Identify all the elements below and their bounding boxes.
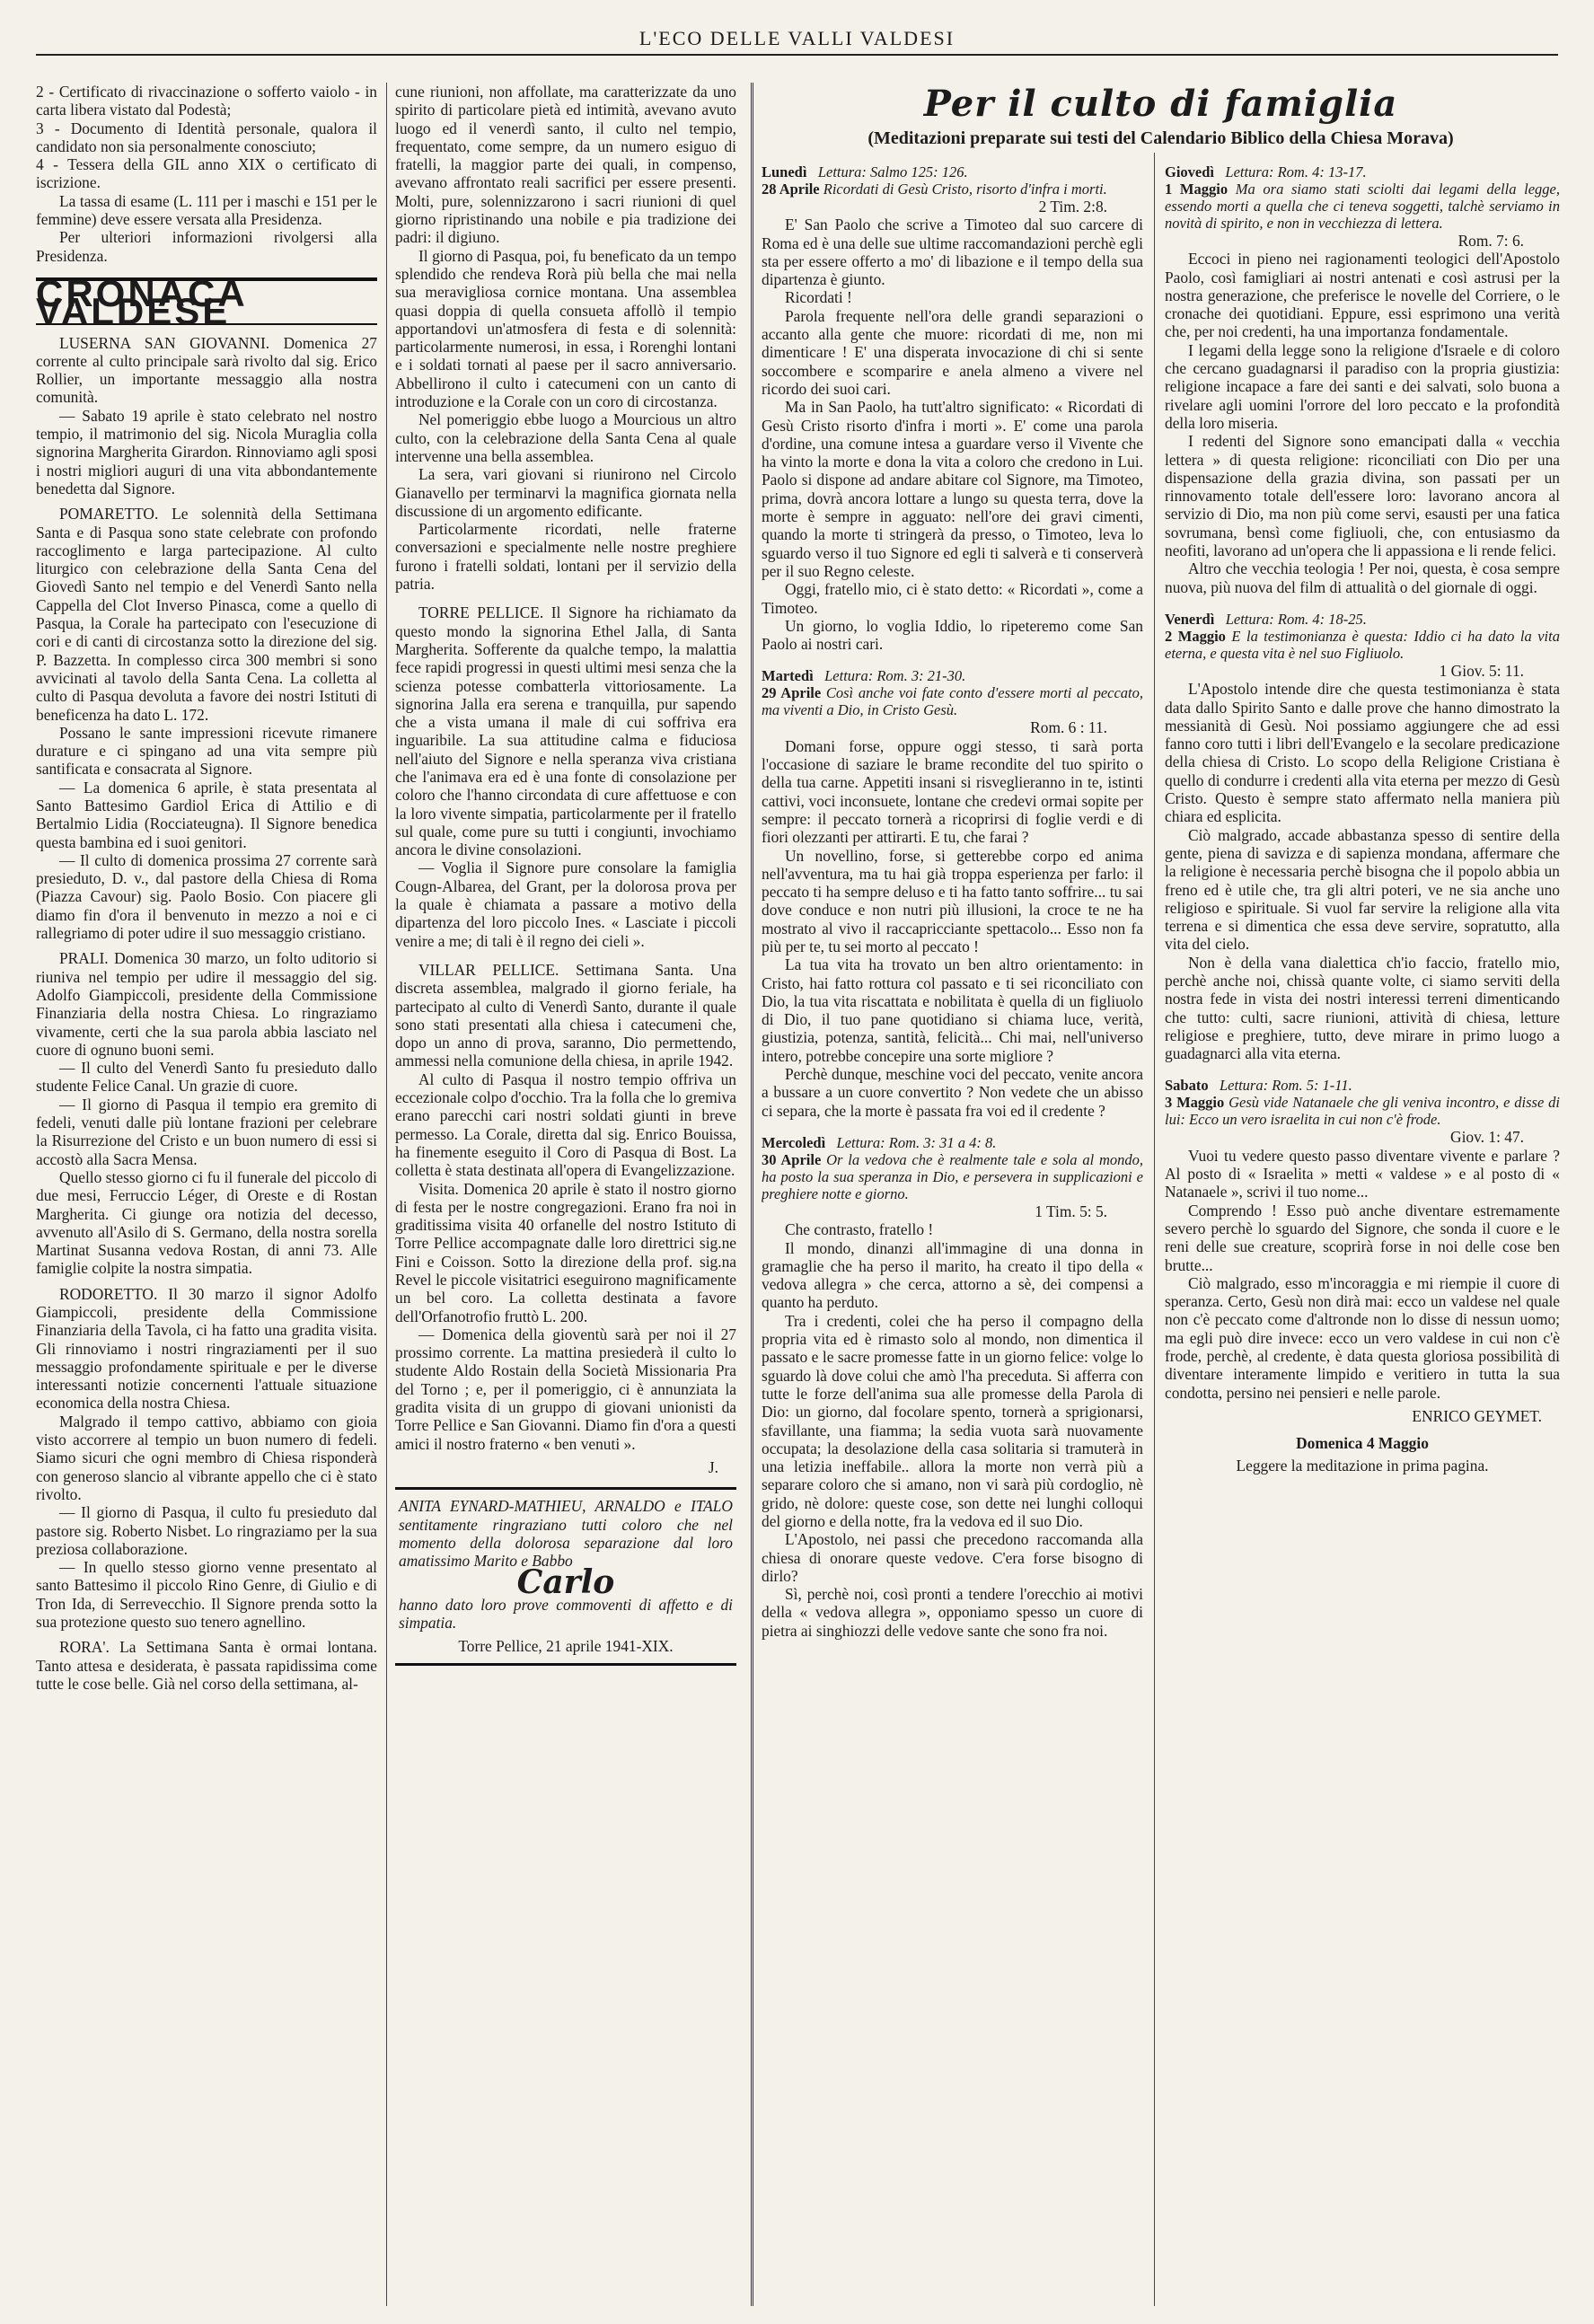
paragraph: Altro che vecchia teologia ! Per noi, questa, è cosa sempre nuova, più nuova del film di attualità o del giornale di oggi. — [1165, 559, 1560, 596]
paragraph: — Il giorno di Pasqua il tempio era gremito di fedeli, venuti dalle più lontane frazioni per celebrare la Risurrezione del Cristo e un buon numero di essi si accostò alla Sacra Mensa. — [36, 1095, 377, 1168]
paragraph: 4 - Tessera della GIL anno XIX o certificato di iscrizione. — [36, 155, 377, 192]
paragraph: LUSERNA SAN GIOVANNI. Domenica 27 corrente al culto principale sarà rivolto dal sig. Erico Rollier, un importante messaggio alla nostra comunità. — [36, 333, 377, 407]
reading: Lettura: Rom. 5: 1-11. — [1219, 1077, 1352, 1095]
reading: Lettura: Rom. 3: 31 a 4: 8. — [836, 1133, 997, 1151]
verse: Ricordati di Gesù Cristo, risorto d'infra i morti. — [823, 180, 1107, 198]
column-rule — [386, 83, 387, 2306]
paragraph: L'Apostolo, nei passi che precedono raccomanda alla chiesa di onorare queste vedove. C'era forse bisogno di dirlo? — [762, 1530, 1143, 1585]
paragraph: TORRE PELLICE. Il Signore ha richiamato da questo mondo la signorina Ethel Jalla, di Santa Margherita. Sofferente da qualche tempo, la malattia fece rapidi progressi in questi ultimi mesi senza che la scienza potesse combatterla vittoriosamente. La signorina Jalla era serena e tranquilla, pur sapendo che a vista umana il male di cui soffriva era inguaribile. La sua attitudine calma e fiduciosa nell'aiuto del Signore e nella speranza viva cristiana che l'animava era ed è una fonte di consolazione per coloro che l'hanno circondata di cure affettuose e con la loro vivente simpatia, particolarmente per il fratello sul quale, come pure su tutti i congiunti, invochiamo ancora le divine consolazioni. — [395, 603, 736, 859]
day-name: Giovedì — [1165, 163, 1215, 180]
meditation-day — [762, 163, 1143, 216]
paragraph: Quello stesso giorno ci fu il funerale del piccolo di due mesi, Ferruccio Léger, di Oreste e di Rostan Margherita. Ci giunge ora notizia del decesso, avvenuto all'Asilo di S. Germano, della nostra sorella Martinat Susanna vedova Rostan, di anni 73. Alle famiglie colpite la nostra simpatia. — [36, 1167, 377, 1278]
day-name: Venerdì — [1165, 610, 1215, 628]
culto-title: Per il culto di famiglia — [923, 83, 1398, 125]
meditation-day — [762, 1134, 1143, 1220]
sunday-heading: Domenica 4 Maggio — [1296, 1434, 1429, 1453]
header-rule — [36, 54, 1558, 56]
day-date: 3 Maggio — [1165, 1094, 1225, 1112]
meditation-day — [1165, 163, 1560, 250]
reading: Lettura: Salmo 125: 126. — [817, 163, 968, 180]
day-date: 28 Aprile — [762, 180, 820, 198]
verse-ref: Giov. 1: 47. — [1450, 1128, 1524, 1147]
paragraph: VILLAR PELLICE. Settimana Santa. Una discreta assemblea, malgrado il giorno feriale, ha partecipato al culto di Venerdì Santo, durante il quale sono stati presentati alla chiesa i catecumeni che, dopo un anno di prova, saranno, Dio permettendo, ammessi nella comunione della chiesa, in aprile 1942. — [395, 960, 736, 1070]
day-name: Martedì — [762, 667, 814, 685]
column-4 — [1165, 154, 1560, 2306]
paragraph: Ricordati ! — [785, 288, 852, 307]
paragraph: 2 - Certificato di rivaccinazione o sofferto vaiolo - in carta libera vistato dal Podestà; — [36, 83, 377, 119]
paragraph: Malgrado il tempo cattivo, abbiamo con gioia visto accorrere al tempio un buon numero di fedeli. Siamo sicuri che ogni membro di Chiesa risponderà con generoso slancio al vibrante appello che ci è stato rivolto. — [36, 1412, 377, 1503]
culto-heading — [762, 83, 1560, 149]
paragraph: Ciò malgrado, accade abbastanza spesso di sentire della gente, piena di savizza e di sapienza mondana, affermare che la religione è necessaria perchè bisogna che il popolo abbia un freno ed è utile che, tra gli altri poteri, ve ne sia anche uno religioso e spirituale. Si vuol far servire la religione alla vita terrena e si dimentica che essa deve servire, sopratutto, alla vita del cielo. — [1165, 825, 1560, 954]
paragraph: Comprendo ! Esso può anche diventare estremamente severo perchè lo sguardo del Signore, che sonda il cuore e le reni delle sue creature, scoprirà forse in noi delle cose ben brutte... — [1165, 1201, 1560, 1274]
paragraph: La tassa di esame (L. 111 per i maschi e 151 per le femmine) deve essere versata alla Presidenza. — [36, 191, 377, 229]
day-name: Sabato — [1165, 1077, 1209, 1095]
paragraph: Un giorno, lo voglia Iddio, lo ripeteremo come San Paolo ai nostri cari. — [762, 616, 1143, 654]
meditation-day — [1165, 611, 1560, 680]
paragraph: I redenti del Signore sono emancipati dalla « vecchia lettera » di questa religione: riconciliati con Dio per una dispensazione della grazia divina, son passati per un rinnovamento totale dell'essere loro: lavorano ancora al servizio di Dio, ma non più come servi, esausti per una fatica sovrumana, bensì come figliuoli, che, con entusiasmo da neofiti, lavorano ad un'opera che li appassiona e li rende felici. — [1165, 432, 1560, 560]
paragraph: PRALI. Domenica 30 marzo, un folto uditorio si riuniva nel tempio per udire il messaggio del sig. Adolfo Giampiccoli, presidente della Commissione Finanziaria della nostra Chiesa. Lo ringraziamo vivamente, certi che la sua parola abbia lasciato nel cuore di ognuno buoni semi. — [36, 949, 377, 1059]
day-date: 29 Aprile — [762, 684, 822, 702]
day-date: 2 Maggio — [1165, 627, 1226, 645]
column-3 — [762, 154, 1143, 2306]
paragraph: — Sabato 19 aprile è stato celebrato nel nostro tempio, il matrimonio del sig. Nicola Muraglia colla signorina Margherita Girardon. Rinnoviamo agli sposi i nostri migliori auguri di una vita abbondantemente benedetta dal Signore. — [36, 406, 377, 497]
day-date: 1 Maggio — [1165, 180, 1229, 198]
paragraph: — La domenica 6 aprile, è stata presentata al Santo Battesimo Gardiol Erica di Attilio e di Bertalmio Lidia (Rocciateugna). Il Signore benedica questa bambina ed i suoi genitori. — [36, 778, 377, 851]
paragraph: POMARETTO. Le solennità della Settimana Santa e di Pasqua sono state celebrate con profondo raccoglimento e larga partecipazione. Al culto liturgico con celebrazione della Santa Cena del Giovedì Santo nel tempio e del Venerdì Santo nella Cappella del Clot Inverso Pinasca, come a quello di Pasqua, la Corale ha partecipato con l'esecuzione di cori e di canti di circostanza sotto la direzione del sig. P. Bazzetta. In complesso circa 300 membri si sono avvicinati al tavolo della Santa Cena. La colletta al culto di Pasqua devoluta a favore dei nostri Istituti di beneficenza ha dato L. 172. — [36, 505, 377, 724]
verse-ref: 2 Tim. 2:8. — [1038, 198, 1107, 216]
paragraph: Perchè dunque, meschine voci del peccato, venite ancora a bussare a un cuore convertito ? Non vedete che un abisso ci separa, che la morte è passata fra voi ed il credente ? — [762, 1065, 1143, 1120]
paragraph: Sì, perchè noi, così pronti a tendere l'orecchio ai motivi della « vedova allegra », opponiamo spesso un cuore di pietra ai singhiozzi delle vedove sante che sono fra noi. — [762, 1585, 1143, 1640]
verse-ref: Rom. 7: 6. — [1457, 232, 1524, 250]
notice-text: ANITA EYNARD-MATHIEU, ARNALDO e ITALO sentitamente ringraziano tutti coloro che nel momento della dolorosa separazione dal loro amatissimo Marito e Babbo — [399, 1497, 733, 1571]
verse: E la testimonianza è questa: Iddio ci ha dato la vita eterna, e questa vita è nel suo Figliuolo. — [1165, 627, 1560, 662]
notice-name: Carlo — [516, 1563, 615, 1602]
paragraph: — Il giorno di Pasqua, il culto fu presieduto dal pastore sig. Roberto Nisbet. Lo ringraziamo per la sua preziosa collaborazione. — [36, 1503, 377, 1558]
culto-subtitle: (Meditazioni preparate sui testi del Calendario Biblico della Chiesa Morava) — [867, 128, 1454, 148]
paragraph: — In quello stesso giorno venne presentato al santo Battesimo il piccolo Rino Genre, di Giulio e di Tron Ida, di Serrevecchio. Il Signore prenda sotto la sua protezione questo suo tenero agnellino. — [36, 1558, 377, 1632]
meditation-day — [762, 667, 1143, 736]
paragraph: Il mondo, dinanzi all'immagine di una donna in gramaglie che ha perso il marito, ha creato il tipo della « vedova allegra » che cerca, attorno a sè, dei compensi a quanto ha perduto. — [762, 1238, 1143, 1312]
paragraph: RODORETTO. Il 30 marzo il signor Adolfo Giampiccoli, presidente della Commissione Finanziaria della Tavola, ci ha fatto una gradita visita. Gli rinnoviamo i nostri ringraziamenti per il suo messaggio profondamente spirituale e per le diverse interessanti notizie concernenti l'attuale situazione economica della nostra Chiesa. — [36, 1284, 377, 1413]
column-2 — [395, 83, 736, 2306]
paragraph: RORA'. La Settimana Santa è ormai lontana. Tanto attesa e desiderata, è passata rapidissima come tutte le cose belle. Già nel corso della settimana, al- — [36, 1638, 377, 1693]
verse: Gesù vide Natanaele che gli veniva incontro, e disse di lui: Ecco un vero israelita in cui non c'è frode. — [1165, 1094, 1560, 1129]
paragraph: Parola frequente nell'ora delle grandi separazioni o accanto alla gente che muore: ricordati di me, non mi dimenticare ! E' una disperata invocazione di chi si sente soccombere e scomparire e anela almeno a vivere nel ricordo dei suoi cari. — [762, 306, 1143, 398]
verse-ref: 1 Giov. 5: 11. — [1439, 661, 1524, 680]
paragraph: — Domenica della gioventù sarà per noi il 27 prossimo corrente. La mattina presiederà il culto lo studente Aldo Rostain della Società Missionaria Pra del Torno ; e, per il pomeriggio, ci è annunziata la gradita visita di un gruppo di giovani unionisti da Torre Pellice e San Giovanni. Diamo fin d'ora a questi amici il nostro fraterno « ben venuti ». — [395, 1325, 736, 1453]
column-rule — [751, 83, 753, 2306]
paragraph: Al culto di Pasqua il nostro tempio offriva un eccezionale colpo d'occhio. Tra la folla che lo gremiva erano parecchi cari nostri soldati giunti in breve permesso. La Corale, diretta dal sig. Enrico Bouissa, ha finemente eseguito il Coro di Pasqua di Bost. La colletta è stata destinata all'opera di Evangelizzazione. — [395, 1070, 736, 1180]
paragraph: La sera, vari giovani si riunirono nel Circolo Gianavello per terminarvi la magnifica giornata nella discussione di un argomento edificante. — [395, 465, 736, 520]
author-signature: ENRICO GEYMET. — [1412, 1406, 1542, 1425]
day-name: Lunedì — [762, 163, 807, 180]
reading: Lettura: Rom. 4: 13-17. — [1225, 163, 1367, 180]
verse-ref: 1 Tim. 5: 5. — [1035, 1202, 1107, 1220]
notice-text-2: hanno dato loro prove commoventi di affetto e di simpatia. — [399, 1595, 733, 1633]
column-1 — [36, 83, 377, 2306]
verse-ref: Rom. 6 : 11. — [1030, 718, 1107, 737]
paragraph: — Il culto del Venerdì Santo fu presieduto dallo studente Felice Canal. Un grazie di cuore. — [36, 1059, 377, 1096]
column-rule — [1154, 153, 1155, 2306]
paragraph: Per ulteriori informazioni rivolgersi alla Presidenza. — [36, 228, 377, 265]
section-title: CRONACA VALDESE — [36, 277, 377, 325]
paragraph: Tra i credenti, colei che ha perso il compagno della propria vita ed è rimasto solo al mondo, non dimentica il passato e le sacre promesse fatte in un giorno felice: volge lo sguardo là dove colui che amò l'ha preceduta. Si afferra con tutte le forze dell'anima sua alle promesse della Parola di Dio: un giorno, dal focolare spento, tornerà a sprigionarsi, sfavillante, una fiamma; la sedia vuota sarà nuovamente occupata; la desolazione della casa solitaria si tramuterà in una letizia ineffabile.. allora la morte non verrà più a separare coloro che si amano, non vi sarà più cordoglio, nè grido, nè dolore: queste cose, son dette nei lunghi colloqui del giorno e della notte, fra la vedova ed il suo Dio. — [762, 1311, 1143, 1530]
day-date: 30 Aprile — [762, 1150, 822, 1168]
paragraph: Vuoi tu vedere questo passo diventare vivente e parlare ? Al posto di « Israelita » metti « valdese » e al posto di « Natanaele », scrivi il tuo nome... — [1165, 1146, 1560, 1202]
reading: Lettura: Rom. 3: 21-30. — [824, 667, 966, 685]
paragraph: Domani forse, oppure oggi stesso, ti sarà porta l'occasione di saziare le brame recondite del tuo spirito o della tua carne. Appetiti insani si risveglieranno in te, istinti cattivi, voci inconsuete, lontane che credevi ormai sopite per sempre: il peccato tornerà a ricoprirsi di foglie verdi e di fiori olezzanti per attirarti. E tu, che farai ? — [762, 736, 1143, 847]
paragraph: Ciò malgrado, esso m'incoraggia e mi riempie il cuore di speranza. Certo, Gesù non dirà mai: ecco un valdese nel quale non c'è peccato come d'altronde non lo disse di nessun uomo; ma egli può dire invece: ecco un vero valdese in cui non c'è frode, perchè, al credente, è data questa gloriosa possibilità di diventare interamente limpido e veritiero in tutta la sua condotta, persino nei pensieri e nelle parole. — [1165, 1273, 1560, 1402]
paragraph: Possano le sante impressioni ricevute rimanere durature e ci spingano ad una vita sempre più santificata e consacrata al Signore. — [36, 723, 377, 779]
paragraph: — Il culto di domenica prossima 27 corrente sarà presieduto, D. v., dal pastore della Chiesa di Roma (Piazza Cavour) sig. Paolo Bosio. Con piacere gli diamo fin d'ora il benvenuto in mezzo a noi e ci rallegriamo di poter udire il suo messaggio cristiano. — [36, 850, 377, 943]
paragraph: cune riunioni, non affollate, ma caratterizzate da uno spirito di particolare pietà ed intimità, avevano avuto luogo ed il venerdì santo, il culto nel tempio, frequentato, come sempre, da un numero esiguo di fratelli, la maggior parte dei quali, in compenso, avevano affrontato reali sacrifici per essere presenti. Molti, pure, solennizzarono i sacri riunioni di quel giorno ripristinando una nobile e pia tradizione dei padri: il digiuno. — [395, 83, 736, 247]
paragraph: Il giorno di Pasqua, poi, fu beneficato da un tempo splendido che rendeva Rorà più bella che mai nella sua meravigliosa cornice montana. Una assemblea quasi doppia di quella consueta affollò il tempio apportandovi un'atmosfera di festa e di solennità: particolarmente numerosi, in essa, i Rorenghi lontani e i soldati tornati al paese per il sacro anniversario. Abbellirono il culto i catecumeni con un canto di introduzione e la Corale con un coro di circostanza. — [395, 246, 736, 411]
verse: Ma ora siamo stati sciolti dai legami della legge, essendo morti a quella che ci teneva soggetti, talchè serviamo in novità di spirito, e non in vecchiezza di lettera. — [1165, 180, 1560, 232]
sunday-note: Leggere la meditazione in prima pagina. — [1236, 1456, 1489, 1475]
paragraph: Un novellino, forse, si getterebbe corpo ed anima nell'avventura, ma tu hai già troppa esperienza per farlo: il peccato ti ha sempre deluso e ti ha fatto tanto soffrire... tu sai dove conduce e non nutri più illusioni, la croce te ne ha mostrato al vivo il raccapricciante spettacolo... Esso non fa più per te, tu sei morto al peccato ! — [762, 846, 1143, 955]
paragraph: La tua vita ha trovato un ben altro orientamento: in Cristo, hai fatto rottura col passato e ti sei riconciliato con Dio, la tua vita riscattata e nobilitata è quella di un figliuolo di Dio, il tuo pane quotidiano si chiama luce, verità, giustizia, potenza, santità, felicità... Chi mai, nell'universo intero, potrebbe concepire una sorte migliore ? — [762, 955, 1143, 1065]
day-name: Mercoledì — [762, 1133, 826, 1151]
paragraph: Non è della vana dialettica ch'io faccio, fratello mio, perchè anche noi, chissà quante volte, ci siamo serviti della nostra fede in vista dei nostri interessi terreni dimenticando che tutto: culti, sacre riunioni, attività di chiesa, letture religiose e preghiere, tutto, deve mirare in primo luogo a guadagnarci alla vita eterna. — [1165, 953, 1560, 1063]
paragraph: Eccoci in pieno nei ragionamenti teologici dell'Apostolo Paolo, così famigliari ai nostri antenati e così astrusi per la nostra generazione, che preferisce le novelle del Corriere, o le cronache dei quotidiani. Eppure, essi esprimono una verità che, per noi credenti, ha una importanza fondamentale. — [1165, 250, 1560, 341]
notice-place: Torre Pellice, 21 aprile 1941-XIX. — [458, 1637, 674, 1656]
paragraph: Visita. Domenica 20 aprile è stato il nostro giorno di festa per le nostre congregazioni. Erano fra noi in graditissima visita 40 orfanelle del nostro Istituto di Torre Pellice accompagnate dalle loro direttrici sig.ne Fini e Coisson. Sotto la direzione della prof. sig.na Revel le piccole visitatrici eseguirono magnificamente un bel coro. La colletta destinata a favore dell'Orfanotrofio fruttò L. 200. — [395, 1179, 736, 1325]
paragraph: E' San Paolo che scrive a Timoteo dal suo carcere di Roma ed è una delle sue ultime raccomandazioni perchè egli sta per essere offerto a mo' di libazione e il tempo della sua dipartenza è giunto. — [762, 216, 1143, 289]
paragraph: Nel pomeriggio ebbe luogo a Mourcious un altro culto, con la celebrazione della Santa Cena al quale intervenne una bella assemblea. — [395, 410, 736, 465]
paragraph: L'Apostolo intende dire che questa testimonianza è stata data dallo Spirito Santo e dalle prove che hanno dimostrato la messianità di Gesù. Noi possiamo aggiungere che ad essi fanno coro tutti i libri dell'Evangelo e la secolare predicazione della chiesa di Cristo. Lo scopo della Religione Cristiana è quello di condurre i credenti alla vita eterna per mezzo di Gesù Cristo. Questo è sempre stato affermato nella maniera più chiara ed esplicita. — [1165, 680, 1560, 826]
signature: J. — [708, 1457, 718, 1476]
reading: Lettura: Rom. 4: 18-25. — [1225, 610, 1367, 628]
paragraph: Oggi, fratello mio, ci è stato detto: « Ricordati », come a Timoteo. — [762, 580, 1143, 617]
thanks-notice — [395, 1487, 736, 1665]
verse: Così anche voi fate conto d'essere morti al peccato, ma viventi a Dio, in Cristo Gesù. — [762, 684, 1143, 719]
paragraph: — Voglia il Signore pure consolare la famiglia Cougn-Albarea, del Grant, per la dolorosa prova per la quale è chiamata a passare a motivo della dipartenza del loro piccolo Ines. « Lasciate i piccoli venire a me; di tali è il regno dei cieli ». — [395, 858, 736, 950]
paragraph: I legami della legge sono la religione d'Israele e di coloro che cercano guadagnarsi il paradiso con la propria giustizia: religione incapace a fare dei santi e dei salvati, solo buona a rivelare agli uomini l'orrore del loro peccato e la profondità della loro miseria. — [1165, 340, 1560, 432]
paragraph: Ma in San Paolo, ha tutt'altro significato: « Ricordati di Gesù Cristo risorto d'infra i morti ». E' come una parola d'ordine, una comune intesa a guardare verso il Vivente che ha vinto la morte e dona la vita a coloro che credono in Lui. Paolo si dispone ad andare abitare col Signore, ma Timoteo, prima, dovrà ancora lottare a lungo su questa terra, dove la morte è sempre in agguato: nell'ore dei gravi cimenti, quando la morte ti stringerà da presso, o Timoteo, leva lo sguardo verso il tuo Signore ed egli ti salverà e ti conserverà per il suo Regno celeste. — [762, 398, 1143, 580]
newspaper-header: L'ECO DELLE VALLI VALDESI — [638, 27, 956, 49]
paragraph: Che contrasto, fratello ! — [785, 1220, 934, 1239]
paragraph: Particolarmente ricordati, nelle fraterne conversazioni e specialmente nelle nostre preghiere furono i fratelli soldati, lontani per il servizio della patria. — [395, 520, 736, 594]
verse: Or la vedova che è realmente tale e sola al mondo, ha posto la sua speranza in Dio, e persevera in supplicazioni e preghiere notte e giorno. — [762, 1150, 1143, 1202]
paragraph: 3 - Documento di Identità personale, qualora il candidato non sia personalmente conosciuto; — [36, 119, 377, 155]
meditation-day — [1165, 1077, 1560, 1146]
